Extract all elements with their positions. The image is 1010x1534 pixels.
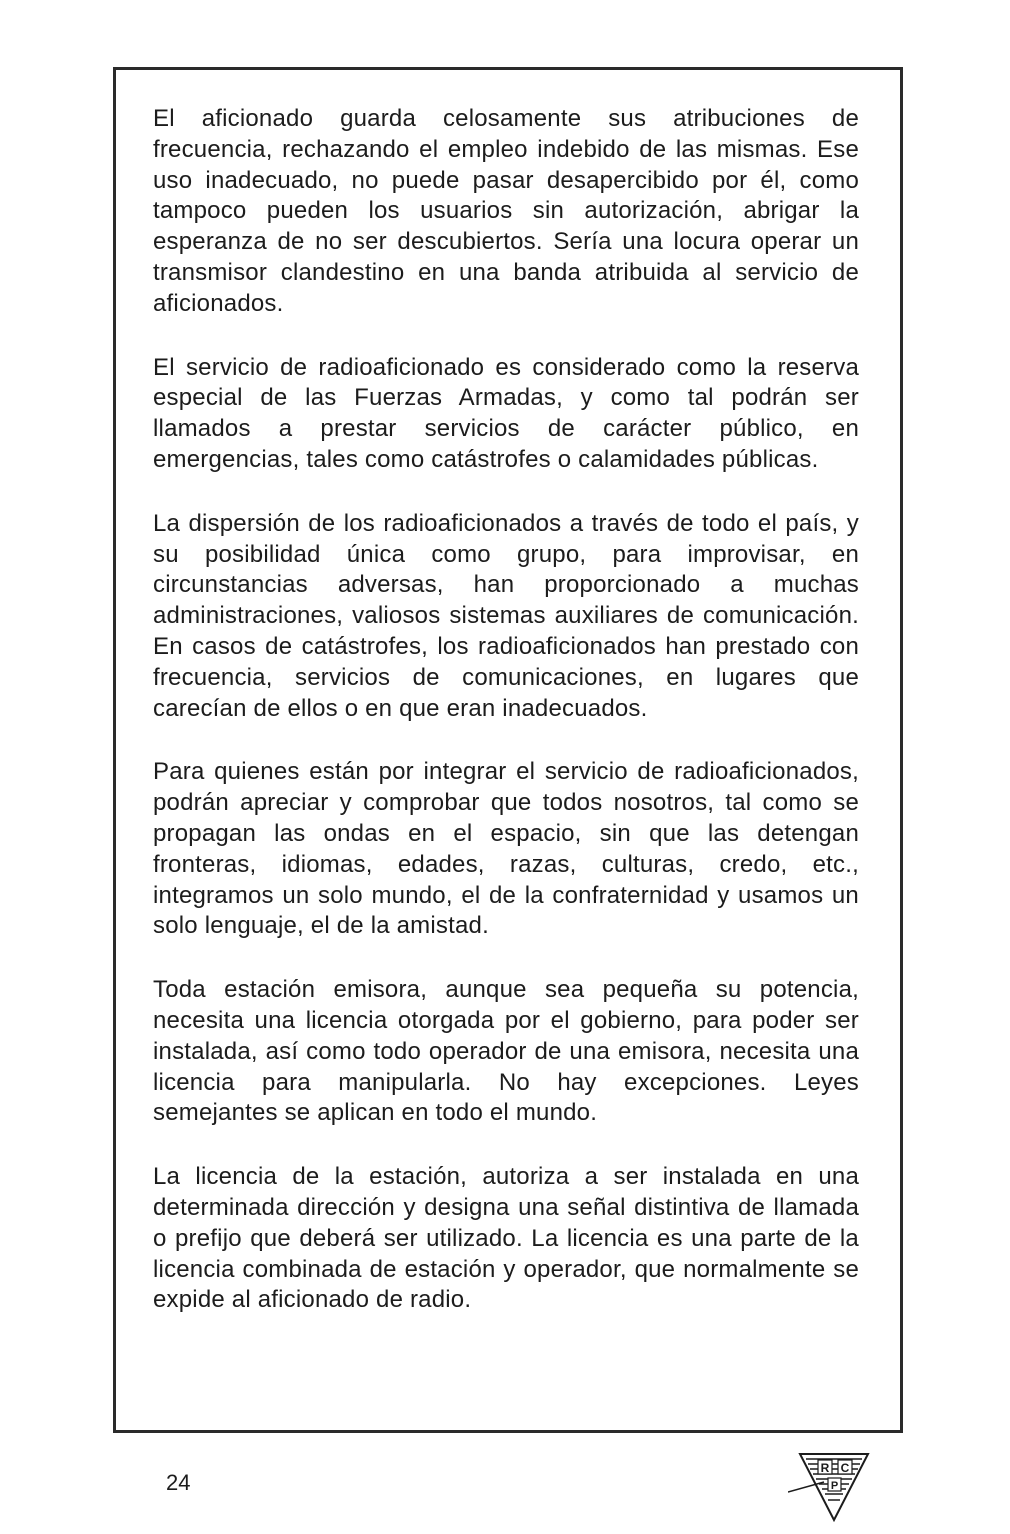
page-number: 24 xyxy=(166,1470,191,1495)
paragraph-6: La licencia de la estación, autoriza a ser instalada en una determinada dirección y designa una señal distintiva de llamada o prefijo que deberá ser utilizado. La licencia es una parte de la licencia combinada de estación y operador, que normalmente se expide al aficionado de radio. xyxy=(153,1163,859,1314)
logo-letter-p: P xyxy=(830,1480,839,1492)
paragraph-3: La dispersión de los radioaficionados a través de todo el país, y su posibilidad única como grupo, para improvisar, en circunstancias adversas, han proporcionado a muchas administraciones, valiosos sistemas auxiliares de comunicación. En casos de catástrofes, los radioaficionados han prestado con frecuencia, servicios de comunicaciones, en lugares que carecían de ellos o en que eran inadecuados. xyxy=(153,509,859,722)
text-content xyxy=(153,104,859,1349)
rcp-triangle-logo-icon xyxy=(788,1448,872,1522)
paragraph-5: Toda estación emisora, aunque sea pequeña su potencia, necesita una licencia otorgada por el gobierno, para poder ser instalada, así como todo operador de una emisora, necesita una licencia para manipularla. No hay excepciones. Leyes semejantes se aplican en todo el mundo. xyxy=(153,976,859,1127)
logo-letter-r: R xyxy=(820,1461,830,1475)
paragraph-2: El servicio de radioaficionado es considerado como la reserva especial de las Fuerzas Armadas, y como tal podrán ser llamados a prestar servicios de carácter público, en emergencias, tales como catástrofes o calamidades públicas. xyxy=(153,353,859,473)
logo-letter-c: C xyxy=(840,1461,850,1475)
paragraph-1: El aficionado guarda celosamente sus atribuciones de frecuencia, rechazando el empleo indebido de las mismas. Ese uso inadecuado, no puede pasar desapercibido por él, como tampoco pueden los usuarios sin autorización, abrigar la esperanza de no ser descubiertos. Sería una locura operar un transmisor clandestino en una banda atribuida al servicio de aficionados. xyxy=(153,105,859,317)
text-frame xyxy=(113,67,903,1433)
paragraph-4: Para quienes están por integrar el servicio de radioaficionados, podrán apreciar y comprobar que todos nosotros, tal como se propagan las ondas en el espacio, sin que las detengan fronteras, idiomas, edades, razas, culturas, credo, etc., integramos un solo mundo, el de la confraternidad y usamos un solo lenguaje, el de la amistad. xyxy=(153,758,859,940)
